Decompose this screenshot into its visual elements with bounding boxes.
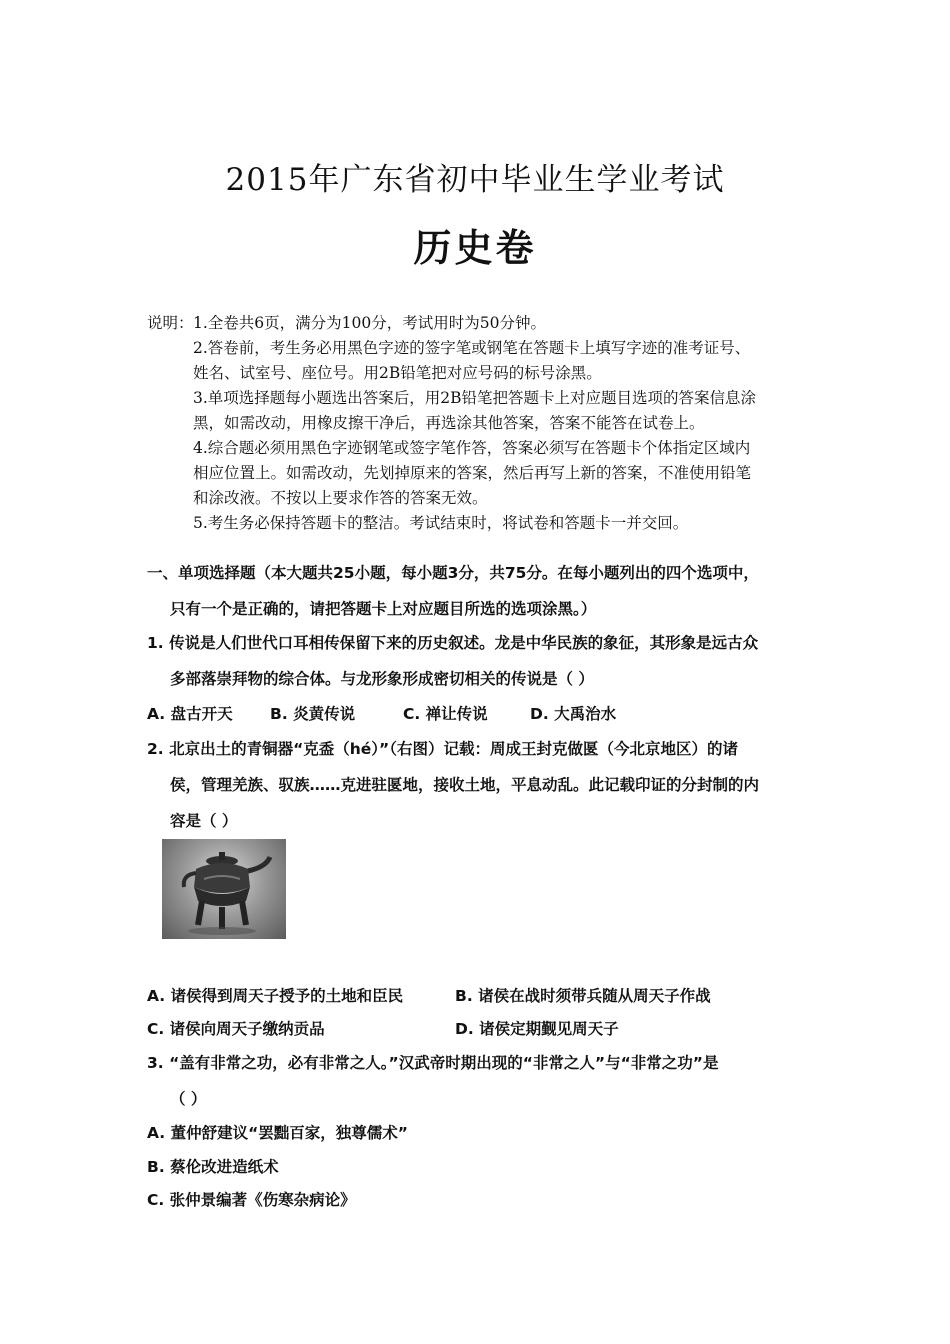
bronze-vessel-image: [162, 839, 286, 939]
question-2-option-a: A. 诸侯得到周天子授予的土地和臣民: [147, 987, 404, 1005]
question-1-line1: 1. 传说是人们世代口耳相传保留下来的历史叙述。龙是中华民族的象征，其形象是远古众: [147, 634, 759, 652]
question-1-line2: 多部落崇拜物的综合体。与龙形象形成密切相关的传说是（ ）: [170, 670, 594, 688]
instructions-lead: 说明：: [147, 314, 194, 332]
question-2-option-c: C. 诸侯向周天子缴纳贡品: [147, 1020, 325, 1038]
section-heading: 一、单项选择题（本大题共25小题，每小题3分，共75分。在每小题列出的四个选项中，: [147, 564, 759, 582]
question-3-option-c: C. 张仲景编著《伤寒杂病论》: [147, 1191, 356, 1209]
question-1-option-b: B. 炎黄传说: [270, 705, 356, 723]
instruction-4: 4.综合题必须用黑色字迹钢笔或签字笔作答，答案必须写在答题卡个体指定区域内: [193, 439, 751, 457]
instruction-1: 1.全卷共6页，满分为100分，考试用时为50分钟。: [193, 314, 546, 332]
instruction-4-cont2: 和涂改液。不按以上要求作答的答案无效。: [193, 489, 488, 507]
instruction-2: 2.答卷前，考生务必用黑色字迹的签字笔或钢笔在答题卡上填写字迹的准考证号、: [193, 339, 751, 357]
question-2-line2: 侯，管理羌族、驭族……克进驻匽地，接收土地，平息动乱。此记载印证的分封制的内: [170, 776, 760, 794]
question-3-option-b: B. 蔡伦改进造纸术: [147, 1158, 279, 1176]
instruction-3: 3.单项选择题每小题选出答案后，用2B铅笔把答题卡上对应题目选项的答案信息涂: [193, 389, 757, 407]
question-2-line3: 容是（ ）: [170, 812, 238, 830]
question-2-option-b: B. 诸侯在战时须带兵随从周天子作战: [455, 987, 711, 1005]
instruction-4-cont: 相应位置上。如需改动，先划掉原来的答案，然后再写上新的答案，不准使用铅笔: [193, 464, 752, 482]
instruction-5: 5.考生务必保持答题卡的整洁。考试结束时，将试卷和答题卡一并交回。: [193, 514, 689, 532]
question-3-line2: （ ）: [170, 1090, 207, 1108]
question-2-line1: 2. 北京出土的青铜器“克盉（hé）”（右图）记载：周成王封克做匽（今北京地区）的诸: [147, 740, 738, 758]
question-1-option-d: D. 大禹治水: [530, 705, 617, 723]
bronze-vessel-icon: [162, 839, 286, 939]
section-heading-cont: 只有一个是正确的，请把答题卡上对应题目所选的选项涂黑。）: [170, 600, 597, 618]
question-3-option-a: A. 董仲舒建议“罢黜百家，独尊儒术”: [147, 1124, 408, 1142]
exam-title: 2015年广东省初中毕业生学业考试: [225, 162, 725, 198]
question-1-option-a: A. 盘古开天: [147, 705, 233, 723]
question-1-option-c: C. 禅让传说: [403, 705, 488, 723]
question-2-option-d: D. 诸侯定期觐见周天子: [455, 1020, 619, 1038]
instruction-3-cont: 黑，如需改动，用橡皮擦干净后，再选涂其他答案，答案不能答在试卷上。: [193, 414, 705, 432]
instruction-2-cont: 姓名、试室号、座位号。用2B铅笔把对应号码的标号涂黑。: [193, 364, 602, 382]
exam-subtitle: 历史卷: [413, 225, 537, 270]
question-3-line1: 3. “盖有非常之功，必有非常之人。”汉武帝时期出现的“非常之人”与“非常之功”是: [147, 1054, 719, 1072]
